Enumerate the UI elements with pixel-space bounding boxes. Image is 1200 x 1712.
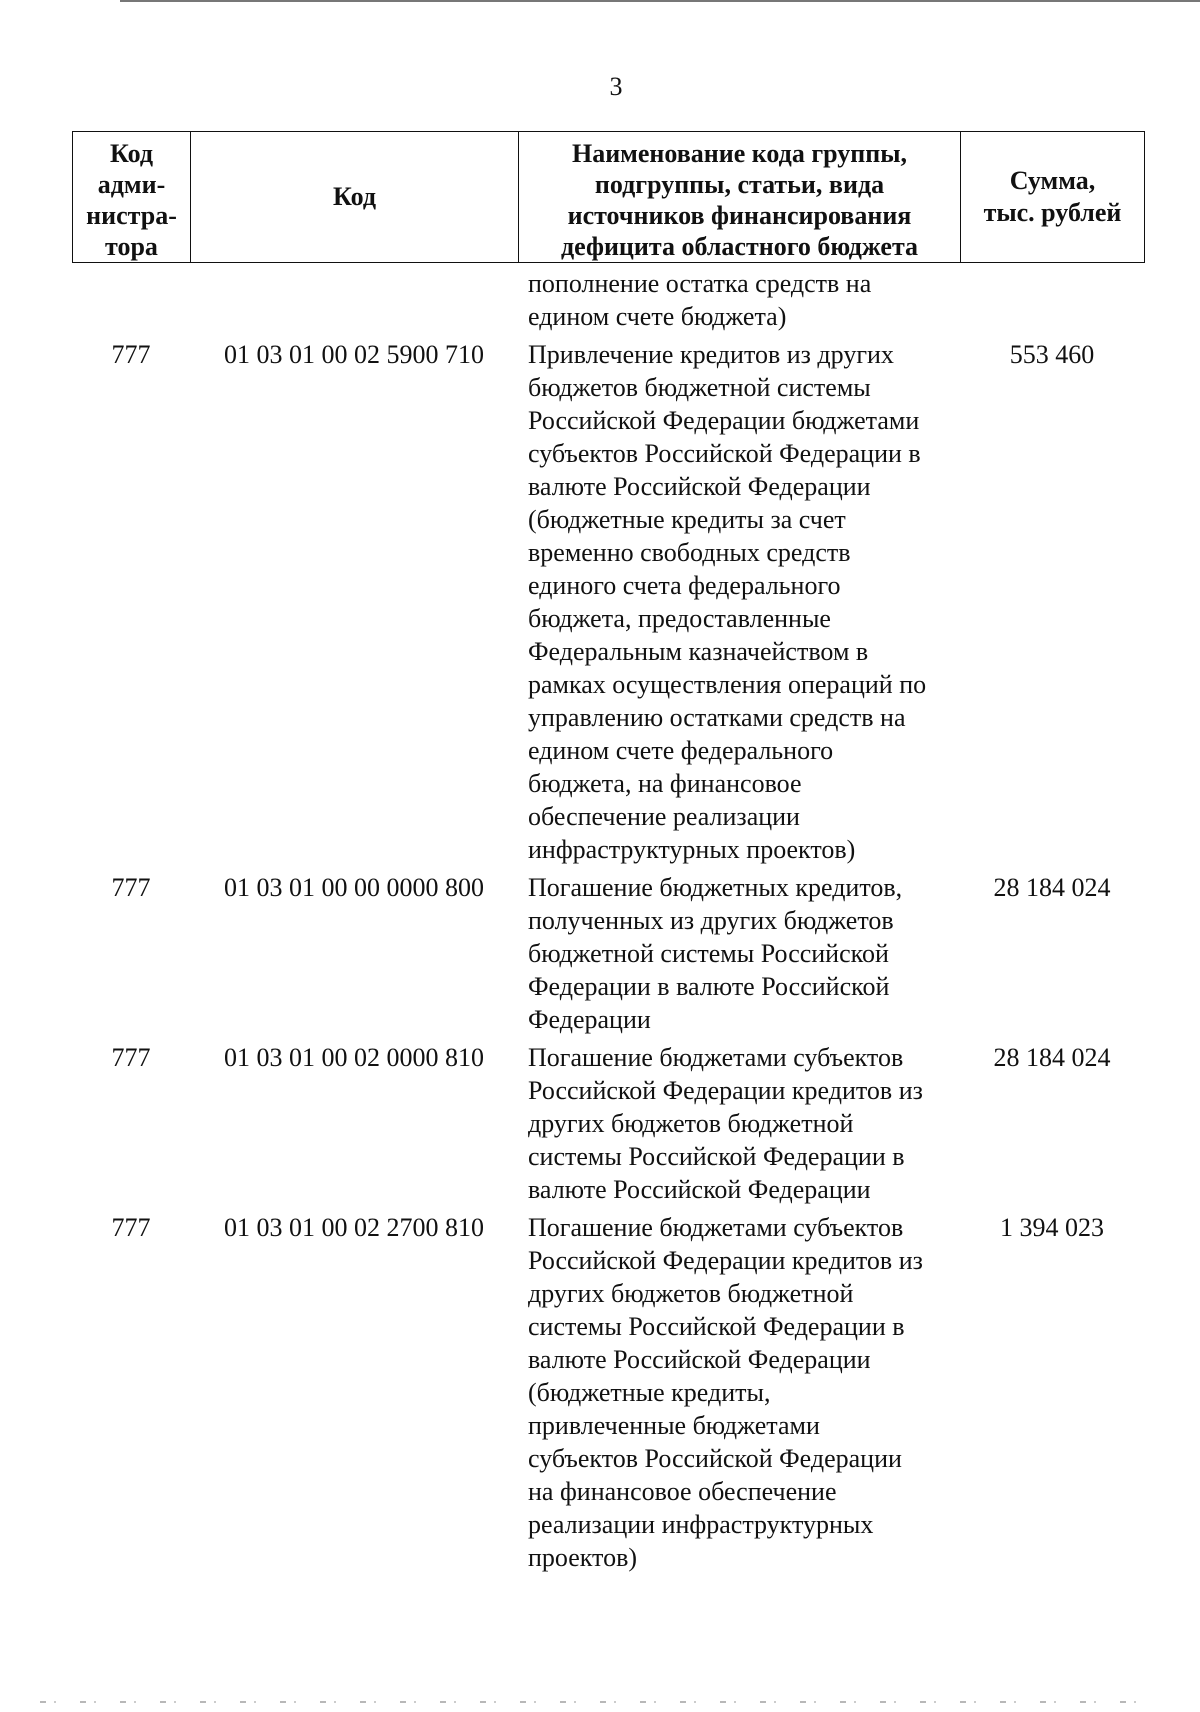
name-cell: Погашение бюджетами субъектов Российской Федерации кредитов из других бюджетов бюджетной системы Российской Федерации в валюте Российской Федерации (бюджетные кредиты, привлеченные бюджетами субъектов Российской Федерации на финансовое обеспечение реализации инфраструктурных проектов) xyxy=(528,1213,923,1572)
admin-code-cell: 777 xyxy=(111,1043,151,1072)
table-body xyxy=(72,267,1144,1579)
code-cell: 01 03 01 00 02 5900 710 xyxy=(224,340,484,369)
code-cell: 01 03 01 00 02 2700 810 xyxy=(224,1213,484,1242)
sum-cell: 553 460 xyxy=(1009,340,1095,369)
table-row-continuation xyxy=(72,267,1144,333)
table-header xyxy=(72,131,1145,263)
scan-bottom-edge xyxy=(40,1701,1160,1703)
continuation-text: пополнение остатка средств на едином счете бюджета) xyxy=(528,269,872,331)
header-code xyxy=(191,132,519,263)
header-sum-text: Сумма, тыс. рублей xyxy=(983,166,1122,227)
header-admin-code xyxy=(73,132,191,263)
header-name-text: Наименование кода группы, подгруппы, статьи, вида источников финансирования дефицита областного бюджета xyxy=(560,139,919,261)
table-row xyxy=(72,1041,1144,1206)
scan-top-edge xyxy=(120,0,1200,2)
name-cell: Погашение бюджетных кредитов, полученных из других бюджетов бюджетной системы Российской Федерации в валюте Российской Федерации xyxy=(528,873,903,1034)
table-row xyxy=(72,338,1144,866)
admin-code-cell: 777 xyxy=(111,340,151,369)
sum-cell: 28 184 024 xyxy=(993,1043,1111,1072)
table-row xyxy=(72,871,1144,1036)
admin-code-cell: 777 xyxy=(111,1213,151,1242)
header-sum xyxy=(961,132,1145,263)
code-cell: 01 03 01 00 02 0000 810 xyxy=(224,1043,484,1072)
admin-code-cell: 777 xyxy=(111,873,151,902)
header-code-text: Код xyxy=(333,182,376,211)
sum-cell: 28 184 024 xyxy=(993,873,1111,902)
code-cell: 01 03 01 00 00 0000 800 xyxy=(224,873,484,902)
name-cell: Привлечение кредитов из других бюджетов бюджетной системы Российской Федерации бюджетами субъектов Российской Федерации в валюте Российской Федерации (бюджетные кредиты за счет временно свободных средств единого счета федерального бюджета, предоставленные Федеральным казначейством в рамках осуществления операций по управлению остатками средств на едином счете федерального бюджета, на финансовое обеспечение реализации инфраструктурных проектов) xyxy=(528,340,927,864)
page-number: 3 xyxy=(609,72,623,101)
header-row xyxy=(73,132,1145,263)
table-row xyxy=(72,1211,1144,1574)
header-name xyxy=(519,132,961,263)
name-cell: Погашение бюджетами субъектов Российской Федерации кредитов из других бюджетов бюджетной системы Российской Федерации в валюте Российской Федерации xyxy=(528,1043,923,1204)
header-admin-code-text: Код адми- нистра- тора xyxy=(86,139,177,261)
sum-cell: 1 394 023 xyxy=(1000,1213,1104,1242)
